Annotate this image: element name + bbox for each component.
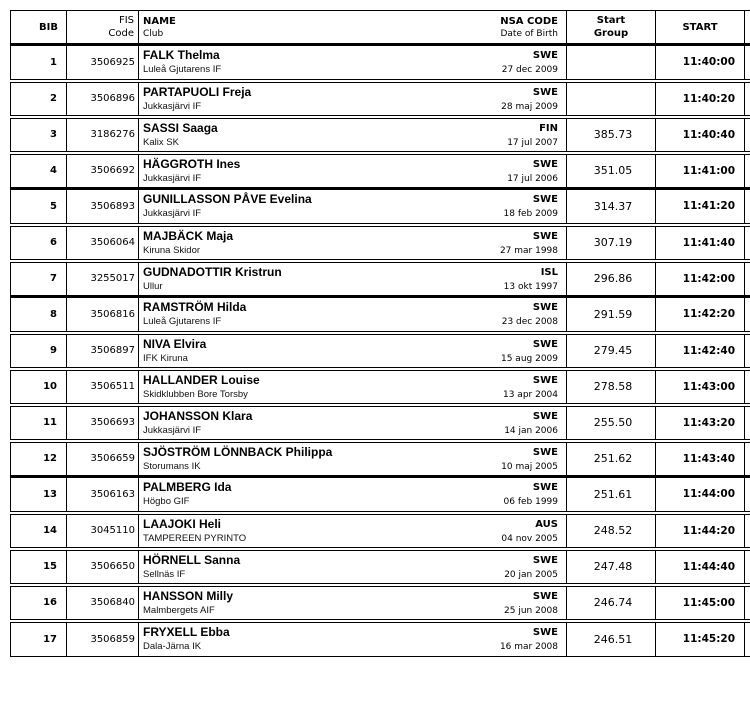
date-of-birth: 27 mar 1998 bbox=[499, 245, 558, 256]
fis-code-cell: 3506650 bbox=[67, 549, 139, 585]
athlete-name: HALLANDER Louise bbox=[143, 372, 260, 387]
athlete-name: GUNILLASSON PÅVE Evelina bbox=[143, 192, 312, 207]
date-of-birth: 17 jul 2006 bbox=[507, 173, 558, 184]
athlete-name: FALK Thelma bbox=[143, 48, 220, 63]
nsa-dob bbox=[504, 409, 558, 439]
date-of-birth: 06 feb 1999 bbox=[503, 497, 558, 507]
date-of-birth: 18 feb 2009 bbox=[503, 209, 558, 219]
table-row bbox=[11, 477, 750, 513]
start-time-cell: 11:42:40 bbox=[656, 333, 745, 369]
athlete-name: RAMSTRÖM Hilda bbox=[143, 300, 247, 315]
bib-cell: 11 bbox=[11, 405, 67, 441]
nsa-code: FIN bbox=[539, 122, 558, 134]
table-row bbox=[11, 81, 750, 117]
start-time-cell: 11:44:00 bbox=[656, 477, 745, 513]
start-group-cell: 246.74 bbox=[567, 585, 656, 621]
nsa-code: SWE bbox=[532, 374, 558, 386]
extra-cell bbox=[745, 117, 750, 153]
start-group-cell bbox=[567, 81, 656, 117]
fis-code-cell: 3506925 bbox=[67, 45, 139, 81]
start-group-cell: 251.61 bbox=[567, 477, 656, 513]
start-time-cell: 11:41:40 bbox=[656, 225, 745, 261]
bib-cell: 2 bbox=[11, 81, 67, 117]
nsa-code: SWE bbox=[532, 590, 558, 602]
nsa-dob bbox=[502, 300, 558, 330]
date-of-birth: 16 mar 2008 bbox=[499, 641, 558, 652]
bib-cell: 5 bbox=[11, 189, 67, 225]
club-name: Jukkasjärvi IF bbox=[143, 208, 202, 220]
bib-cell: 3 bbox=[11, 117, 67, 153]
name-club-cell bbox=[139, 477, 567, 513]
nsa-code: SWE bbox=[532, 482, 558, 493]
date-of-birth: 23 dec 2008 bbox=[501, 317, 558, 327]
club-name: TAMPEREEN PYRINTO bbox=[143, 532, 247, 544]
nsa-code: AUS bbox=[535, 518, 558, 530]
extra-cell bbox=[745, 81, 750, 117]
name-club-cell bbox=[139, 81, 567, 117]
club-name: Jukkasjärvi IF bbox=[143, 424, 202, 436]
header-date-of-birth: Date of Birth bbox=[500, 29, 558, 39]
header-name: NAME bbox=[143, 15, 176, 27]
start-time-cell: 11:42:20 bbox=[656, 297, 745, 333]
fis-code-cell: 3506659 bbox=[67, 441, 139, 477]
start-time-cell: 11:44:20 bbox=[656, 513, 745, 549]
date-of-birth: 17 jul 2007 bbox=[507, 137, 558, 148]
bib-cell: 14 bbox=[11, 513, 67, 549]
fis-code-cell: 3506897 bbox=[67, 333, 139, 369]
name-club-cell bbox=[139, 297, 567, 333]
nsa-dob bbox=[504, 553, 558, 583]
nsa-dob bbox=[504, 589, 558, 619]
fis-code-cell: 3506896 bbox=[67, 81, 139, 117]
name-club-cell bbox=[139, 549, 567, 585]
extra-cell bbox=[745, 405, 750, 441]
name-club-cell bbox=[139, 225, 567, 261]
fis-code-cell: 3506859 bbox=[67, 621, 139, 657]
club-name: Luleå Gjutarens IF bbox=[143, 316, 222, 328]
header-nsa-dob bbox=[500, 15, 558, 40]
table-row bbox=[11, 117, 750, 153]
start-group-cell: 296.86 bbox=[567, 261, 656, 297]
extra-cell bbox=[745, 45, 750, 81]
start-group-cell: 307.19 bbox=[567, 225, 656, 261]
bib-cell: 7 bbox=[11, 261, 67, 297]
header-extra-column bbox=[745, 11, 750, 45]
header-start: START bbox=[656, 11, 745, 45]
nsa-dob bbox=[500, 625, 558, 655]
extra-cell bbox=[745, 189, 750, 225]
nsa-dob bbox=[501, 517, 558, 547]
club-name: Malmbergets AIF bbox=[143, 604, 215, 616]
start-time-cell: 11:41:20 bbox=[656, 189, 745, 225]
start-group-cell: 291.59 bbox=[567, 297, 656, 333]
athlete-name: PALMBERG Ida bbox=[143, 480, 232, 495]
fis-code-cell: 3506163 bbox=[67, 477, 139, 513]
start-group-cell: 255.50 bbox=[567, 405, 656, 441]
extra-cell bbox=[745, 369, 750, 405]
header-bib: BIB bbox=[11, 11, 67, 45]
table-row bbox=[11, 405, 750, 441]
start-group-cell: 314.37 bbox=[567, 189, 656, 225]
athlete-name: NIVA Elvira bbox=[143, 336, 207, 351]
club-name: Högbo GIF bbox=[143, 496, 190, 508]
athlete-name: PARTAPUOLI Freja bbox=[143, 84, 252, 99]
extra-cell bbox=[745, 153, 750, 189]
nsa-code: SWE bbox=[532, 50, 558, 61]
start-list-table bbox=[10, 10, 750, 657]
extra-cell bbox=[745, 621, 750, 657]
start-time-cell: 11:40:20 bbox=[656, 81, 745, 117]
date-of-birth: 25 jun 2008 bbox=[504, 605, 558, 616]
bib-cell: 1 bbox=[11, 45, 67, 81]
start-time-cell: 11:42:00 bbox=[656, 261, 745, 297]
athlete-name: SJÖSTRÖM LÖNNBACK Philippa bbox=[143, 444, 333, 459]
nsa-code: ISL bbox=[540, 266, 558, 278]
date-of-birth: 13 apr 2004 bbox=[502, 389, 558, 400]
name-club-cell bbox=[139, 189, 567, 225]
nsa-dob bbox=[504, 192, 559, 222]
athlete-name: GUDNADOTTIR Kristrun bbox=[143, 264, 282, 279]
bib-cell: 12 bbox=[11, 441, 67, 477]
bib-cell: 16 bbox=[11, 585, 67, 621]
nsa-dob bbox=[504, 265, 558, 295]
nsa-dob bbox=[507, 121, 558, 151]
athlete-name: MAJBÄCK Maja bbox=[143, 228, 234, 243]
table-row bbox=[11, 261, 750, 297]
nsa-dob bbox=[503, 373, 558, 403]
date-of-birth: 04 nov 2005 bbox=[501, 533, 558, 544]
bib-cell: 13 bbox=[11, 477, 67, 513]
start-time-cell: 11:43:00 bbox=[656, 369, 745, 405]
athlete-name: SASSI Saaga bbox=[143, 120, 218, 135]
bib-cell: 6 bbox=[11, 225, 67, 261]
date-of-birth: 10 maj 2005 bbox=[501, 461, 558, 472]
start-time-cell: 11:43:40 bbox=[656, 441, 745, 477]
start-list-sheet bbox=[10, 10, 750, 657]
athlete-name: JOHANSSON Klara bbox=[143, 408, 253, 423]
start-group-cell: 246.51 bbox=[567, 621, 656, 657]
fis-code-cell: 3186276 bbox=[67, 117, 139, 153]
fis-code-cell: 3506840 bbox=[67, 585, 139, 621]
bib-cell: 8 bbox=[11, 297, 67, 333]
date-of-birth: 27 dec 2009 bbox=[501, 65, 558, 75]
nsa-code: SWE bbox=[532, 338, 558, 350]
fis-code-cell: 3506064 bbox=[67, 225, 139, 261]
table-row bbox=[11, 297, 750, 333]
start-group-cell: 251.62 bbox=[567, 441, 656, 477]
bib-cell: 17 bbox=[11, 621, 67, 657]
nsa-code: SWE bbox=[532, 626, 558, 638]
club-name: Luleå Gjutarens IF bbox=[143, 64, 222, 76]
start-group-cell: 279.45 bbox=[567, 333, 656, 369]
table-row bbox=[11, 513, 750, 549]
table-row bbox=[11, 225, 750, 261]
club-name: Sellnäs IF bbox=[143, 568, 186, 580]
nsa-dob bbox=[507, 157, 558, 187]
table-row bbox=[11, 621, 750, 657]
table-header-row bbox=[11, 11, 750, 45]
fis-code-cell: 3506693 bbox=[67, 405, 139, 441]
nsa-dob bbox=[501, 85, 558, 115]
header-start-group-line1: Start bbox=[596, 15, 626, 26]
extra-cell bbox=[745, 333, 750, 369]
date-of-birth: 13 okt 1997 bbox=[503, 281, 558, 292]
extra-cell bbox=[745, 477, 750, 513]
extra-cell bbox=[745, 261, 750, 297]
name-club-cell bbox=[139, 153, 567, 189]
nsa-dob bbox=[504, 480, 559, 510]
bib-cell: 10 bbox=[11, 369, 67, 405]
header-nsa-code: NSA CODE bbox=[500, 16, 558, 27]
name-club-cell bbox=[139, 261, 567, 297]
table-row bbox=[11, 45, 750, 81]
athlete-name: HANSSON Milly bbox=[143, 588, 234, 603]
start-time-cell: 11:40:00 bbox=[656, 45, 745, 81]
name-club-cell bbox=[139, 585, 567, 621]
name-club-cell bbox=[139, 45, 567, 81]
table-row bbox=[11, 585, 750, 621]
header-start-group-line2: Group bbox=[593, 28, 629, 39]
bib-cell: 9 bbox=[11, 333, 67, 369]
nsa-code: SWE bbox=[532, 230, 558, 242]
start-group-cell: 351.05 bbox=[567, 153, 656, 189]
club-name: Storumans IK bbox=[143, 460, 201, 472]
athlete-name: FRYXELL Ebba bbox=[143, 625, 230, 640]
name-club-cell bbox=[139, 333, 567, 369]
athlete-name: LAAJOKI Heli bbox=[143, 516, 222, 531]
table-row bbox=[11, 369, 750, 405]
start-time-cell: 11:41:00 bbox=[656, 153, 745, 189]
start-group-cell bbox=[567, 45, 656, 81]
nsa-dob bbox=[501, 337, 558, 367]
start-group-cell: 248.52 bbox=[567, 513, 656, 549]
fis-code-cell: 3506511 bbox=[67, 369, 139, 405]
name-club-cell bbox=[139, 441, 567, 477]
extra-cell bbox=[745, 585, 750, 621]
athlete-name: HÄGGROTH Ines bbox=[143, 156, 241, 171]
name-club-cell bbox=[139, 405, 567, 441]
start-time-cell: 11:40:40 bbox=[656, 117, 745, 153]
table-row bbox=[11, 441, 750, 477]
club-name: Dala-Järna IK bbox=[143, 641, 202, 653]
fis-code-cell: 3255017 bbox=[67, 261, 139, 297]
nsa-code: SWE bbox=[532, 446, 558, 458]
extra-cell bbox=[745, 549, 750, 585]
start-list-body bbox=[11, 45, 750, 657]
bib-cell: 15 bbox=[11, 549, 67, 585]
nsa-code: SWE bbox=[532, 302, 558, 313]
club-name: Kiruna Skidor bbox=[143, 244, 201, 256]
table-row bbox=[11, 333, 750, 369]
date-of-birth: 28 maj 2009 bbox=[501, 101, 558, 112]
name-club-cell bbox=[139, 369, 567, 405]
start-group-cell: 278.58 bbox=[567, 369, 656, 405]
fis-code-cell: 3506893 bbox=[67, 189, 139, 225]
nsa-code: SWE bbox=[532, 86, 558, 98]
table-row bbox=[11, 549, 750, 585]
nsa-dob bbox=[500, 229, 558, 259]
extra-cell bbox=[745, 225, 750, 261]
header-fis-line2: Code bbox=[108, 28, 134, 39]
nsa-code: SWE bbox=[532, 194, 558, 205]
start-time-cell: 11:43:20 bbox=[656, 405, 745, 441]
header-name-club bbox=[139, 11, 567, 45]
header-club: Club bbox=[143, 28, 164, 39]
table-row bbox=[11, 189, 750, 225]
nsa-dob bbox=[501, 445, 558, 475]
extra-cell bbox=[745, 513, 750, 549]
header-start-group bbox=[567, 11, 656, 45]
start-time-cell: 11:45:00 bbox=[656, 585, 745, 621]
club-name: Kalix SK bbox=[143, 136, 179, 148]
club-name: Skidklubben Bore Torsby bbox=[143, 388, 248, 400]
club-name: Ullur bbox=[143, 280, 163, 292]
table-row bbox=[11, 153, 750, 189]
date-of-birth: 20 jan 2005 bbox=[504, 569, 558, 580]
extra-cell bbox=[745, 297, 750, 333]
fis-code-cell: 3506692 bbox=[67, 153, 139, 189]
date-of-birth: 15 aug 2009 bbox=[500, 353, 558, 364]
nsa-code: SWE bbox=[532, 554, 558, 566]
athlete-name: HÖRNELL Sanna bbox=[143, 552, 241, 567]
nsa-code: SWE bbox=[532, 158, 558, 170]
date-of-birth: 14 jan 2006 bbox=[504, 425, 558, 436]
name-club-cell bbox=[139, 513, 567, 549]
club-name: Jukkasjärvi IF bbox=[143, 100, 202, 112]
nsa-code: SWE bbox=[532, 410, 558, 422]
start-time-cell: 11:45:20 bbox=[656, 621, 745, 657]
bib-cell: 4 bbox=[11, 153, 67, 189]
extra-cell bbox=[745, 441, 750, 477]
fis-code-cell: 3045110 bbox=[67, 513, 139, 549]
name-club-cell bbox=[139, 621, 567, 657]
header-fis-code bbox=[67, 11, 139, 45]
name-club-cell bbox=[139, 117, 567, 153]
fis-code-cell: 3506816 bbox=[67, 297, 139, 333]
start-group-cell: 247.48 bbox=[567, 549, 656, 585]
club-name: Jukkasjärvi IF bbox=[143, 172, 202, 184]
header-fis-line1: FIS bbox=[118, 15, 134, 26]
start-group-cell: 385.73 bbox=[567, 117, 656, 153]
club-name: IFK Kiruna bbox=[143, 352, 188, 364]
nsa-dob bbox=[502, 48, 558, 78]
start-time-cell: 11:44:40 bbox=[656, 549, 745, 585]
